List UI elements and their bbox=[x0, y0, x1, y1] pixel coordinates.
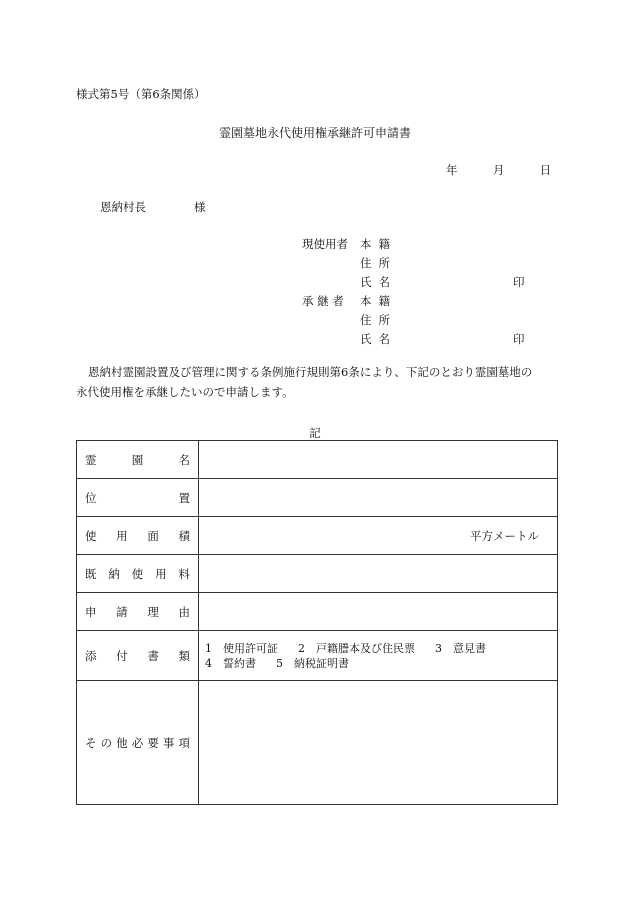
current-user-role: 現使用者 bbox=[302, 237, 348, 251]
area-field[interactable] bbox=[199, 517, 558, 555]
successor-name-label: 氏 名 bbox=[360, 332, 390, 346]
row-label-text: 使 用 面 積 bbox=[85, 528, 190, 543]
table-row bbox=[77, 517, 558, 555]
application-statement bbox=[76, 362, 568, 402]
attachment-item: 4 誓約書 bbox=[205, 656, 256, 670]
row-label-text: 既 納 使 用 料 bbox=[85, 566, 190, 581]
attachments-line-1 bbox=[205, 641, 557, 656]
row-label-text: 位 置 bbox=[85, 490, 190, 505]
table-row bbox=[77, 593, 558, 631]
other-matters-field[interactable] bbox=[199, 681, 558, 805]
attachment-item: 3 意見書 bbox=[435, 641, 486, 655]
row-label-area bbox=[77, 517, 199, 555]
attachments-list bbox=[199, 631, 558, 681]
month-label: 月 bbox=[492, 163, 505, 177]
current-user-name-label: 氏 名 bbox=[360, 275, 390, 289]
row-label-text: 添 付 書 類 bbox=[85, 648, 190, 663]
successor-role: 承 継 者 bbox=[302, 294, 344, 308]
row-label-paid-fee bbox=[77, 555, 199, 593]
honorific: 様 bbox=[194, 200, 206, 214]
row-label-cemetery-name bbox=[77, 441, 199, 479]
year-label: 年 bbox=[446, 163, 458, 177]
row-label-attachments bbox=[77, 631, 199, 681]
table-row bbox=[77, 631, 558, 681]
table-row bbox=[77, 555, 558, 593]
day-label: 日 bbox=[539, 163, 552, 177]
location-field[interactable] bbox=[199, 479, 558, 517]
addressee-name: 恩納村長 bbox=[100, 200, 146, 214]
attachment-item: 1 使用許可証 bbox=[205, 641, 278, 655]
addressee bbox=[100, 199, 206, 215]
seal-mark: 印 bbox=[513, 332, 525, 346]
attachment-item: 5 納税証明書 bbox=[276, 656, 349, 670]
row-label-location bbox=[77, 479, 199, 517]
row-label-text: 霊 園 名 bbox=[85, 452, 190, 467]
table-row bbox=[77, 479, 558, 517]
form-number: 様式第5号（第6条関係） bbox=[76, 87, 206, 101]
successor-address-label: 住 所 bbox=[360, 313, 390, 327]
current-user-domicile-label: 本 籍 bbox=[360, 237, 390, 251]
paid-fee-field[interactable] bbox=[199, 555, 558, 593]
table-row bbox=[77, 681, 558, 805]
statement-line-1: 恩納村霊園設置及び管理に関する条例施行規則第6条により、下記のとおり霊園墓地の bbox=[88, 365, 533, 379]
seal-mark: 印 bbox=[513, 275, 525, 289]
table-row bbox=[77, 441, 558, 479]
successor-domicile-label: 本 籍 bbox=[360, 294, 390, 308]
statement-line-2: 永代使用権を承継したいので申請します。 bbox=[76, 385, 294, 399]
row-label-other bbox=[77, 681, 199, 805]
details-table bbox=[76, 440, 558, 805]
ki-heading: 記 bbox=[309, 426, 321, 440]
document-title: 霊園墓地永代使用権承継許可申請書 bbox=[218, 126, 411, 140]
reason-field[interactable] bbox=[199, 593, 558, 631]
row-label-reason bbox=[77, 593, 199, 631]
current-user-address-label: 住 所 bbox=[360, 256, 390, 270]
row-label-text: 申 請 理 由 bbox=[85, 604, 190, 619]
area-unit: 平方メートル bbox=[470, 528, 539, 543]
cemetery-name-field[interactable] bbox=[199, 441, 558, 479]
row-label-text: そ の 他 必 要 事 項 bbox=[85, 735, 190, 750]
date-line bbox=[446, 162, 551, 178]
attachment-item: 2 戸籍謄本及び住民票 bbox=[298, 641, 415, 655]
attachments-line-2 bbox=[205, 656, 557, 671]
